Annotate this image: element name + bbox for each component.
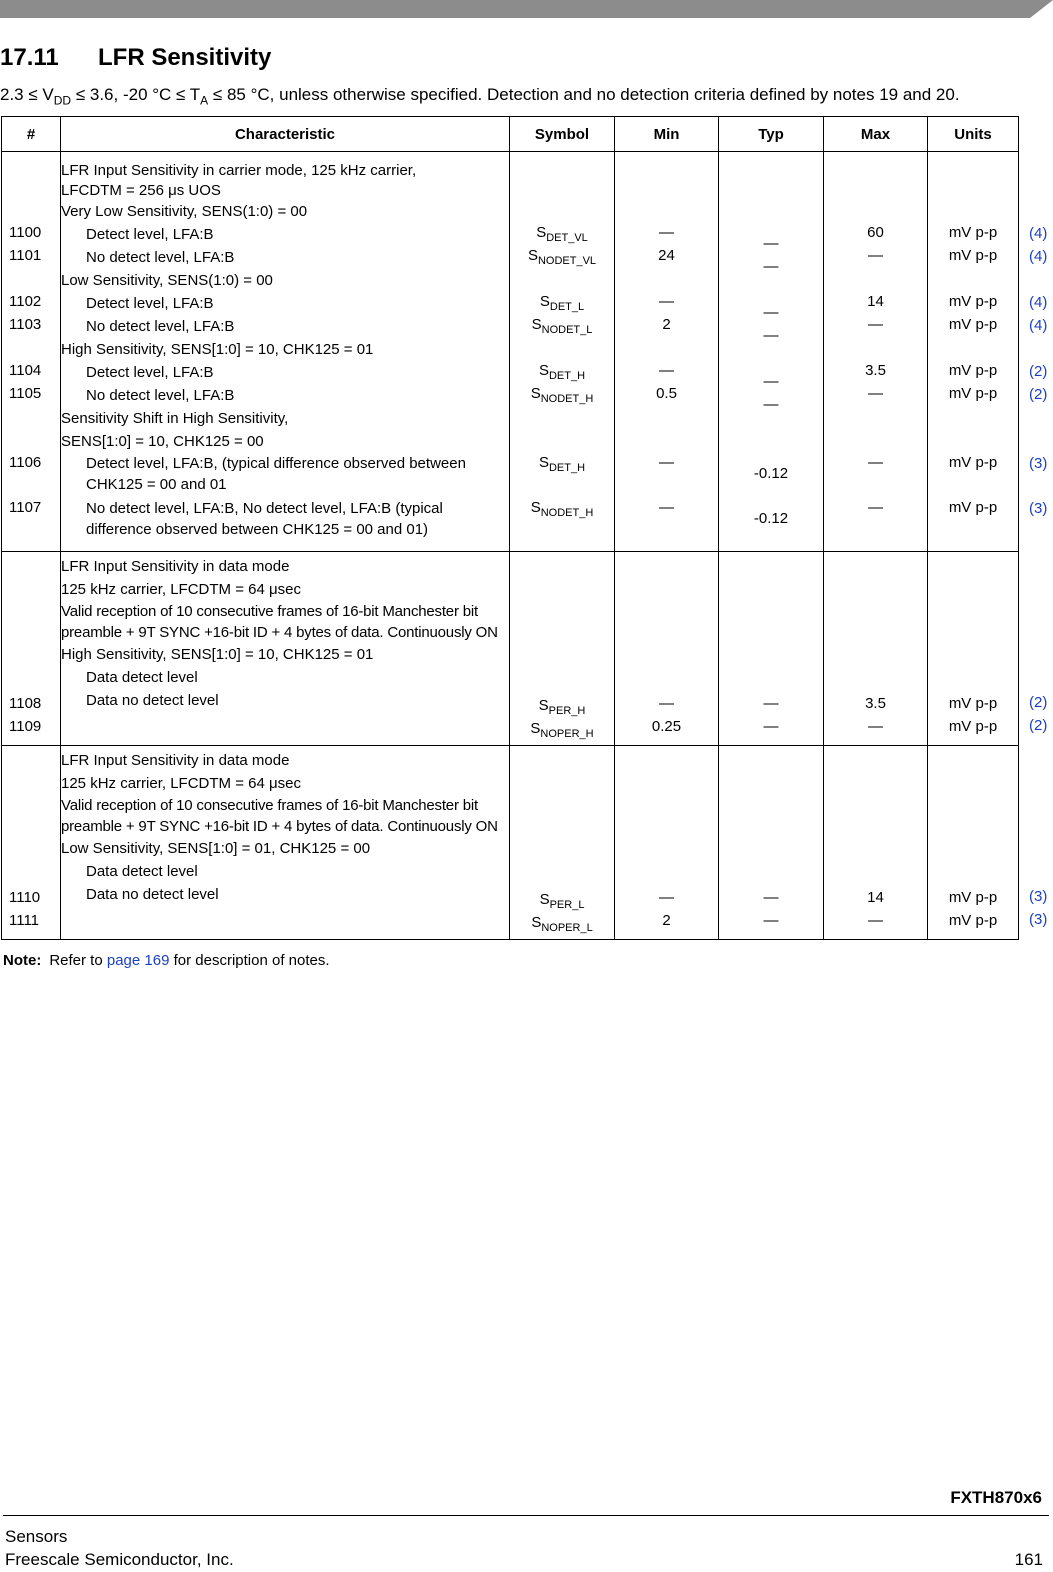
footer-category: Sensors [5,1527,68,1546]
typ-cell [719,152,824,552]
symbol: $S_{DET\_H}$ [538,454,586,474]
characteristic-line: LFCDTM = 256 μs UOS [61,182,221,199]
characteristic-line: Low Sensitivity, SENS[1:0] = 01, CHK125 = 00 [61,840,371,857]
footer-company: Freescale Semiconductor, Inc. [5,1550,234,1569]
max-cell [824,746,928,940]
units-value: mV p-p [948,889,998,906]
header-bar [0,0,1053,18]
characteristic-line: LFR Input Sensitivity in data mode [61,752,290,769]
characteristic-line: No detect level, LFA:B [86,387,235,404]
symbol-cell [510,152,615,552]
typ-value: — [763,912,779,929]
row-numbers [2,746,61,940]
note-label: Note: [3,952,42,969]
characteristic-line: Detect level, LFA:B [86,226,214,243]
units-value: mV p-p [948,247,998,264]
units-value: mV p-p [948,385,998,402]
page-number: 161 [1014,1550,1043,1569]
max-value: — [868,912,883,929]
typ-value: — [763,258,779,275]
min-value: 2 [662,912,671,929]
units-cell [928,746,1019,940]
note-ref-link[interactable]: (2) [1029,694,1048,711]
min-cell [615,152,719,552]
characteristic-line: LFR Input Sensitivity in carrier mode, 125 kHz carrier, [61,162,417,179]
characteristic-line: 125 kHz carrier, LFCDTM = 64 μsec [61,581,301,598]
characteristic-line: Detect level, LFA:B [86,364,214,381]
max-value: — [868,499,883,516]
characteristic-line: Valid reception of 10 consecutive frames of 16-bit Manchester bit preamble + 9T SYNC +16-bit ID + 4 bytes of data. Continuously ON [61,603,498,641]
sensitivity-table [1,116,1019,940]
row-number: 1101 [9,247,42,264]
characteristic-line: Sensitivity Shift in High Sensitivity, [61,410,289,427]
document-id: FXTH870x6 [950,1488,1042,1507]
table-row [2,552,1019,746]
row-numbers [2,152,61,552]
col-header-symbol: Symbol [510,117,615,152]
note-ref-link[interactable]: (4) [1029,225,1048,242]
section-title: LFR Sensitivity [98,44,272,71]
note-ref-link[interactable]: (3) [1029,888,1048,905]
max-value: 60 [867,224,884,241]
characteristic-line: No detect level, LFA:B [86,318,235,335]
characteristic-line: Data no detect level [86,692,219,709]
section-heading [0,44,271,72]
symbol: $S_{NOPER\_L}$ [531,914,593,934]
typ-value: — [763,235,779,252]
typ-value: -0.12 [753,465,789,482]
characteristic-line: Valid reception of 10 consecutive frames of 16-bit Manchester bit preamble + 9T SYNC +16-bit ID + 4 bytes of data. Continuously ON [61,797,498,835]
min-value: — [659,224,674,241]
note-ref-link[interactable]: (4) [1029,317,1048,334]
characteristic-line: Low Sensitivity, SENS(1:0) = 00 [61,272,273,289]
note-ref-link[interactable]: (3) [1029,455,1048,472]
col-header-min: Min [615,117,719,152]
symbol: $S_{DET\_VL}$ [536,224,588,244]
typ-cell [719,552,824,746]
symbol-cell [510,552,615,746]
row-numbers [2,552,61,746]
row-number: 1110 [9,889,41,906]
characteristic-line: SENS[1:0] = 10, CHK125 = 00 [61,433,264,450]
min-cell [615,552,719,746]
min-value: — [659,293,674,310]
typ-cell [719,746,824,940]
symbol: $S_{NODET\_H}$ [530,499,594,519]
characteristic-line: Data detect level [86,863,198,880]
units-cell [928,152,1019,552]
footer-divider [3,1515,1049,1516]
table-note [3,952,330,969]
characteristic-cell [61,552,510,746]
characteristic-cell [61,152,510,552]
max-value: — [868,454,883,471]
units-value: mV p-p [948,316,998,333]
characteristic-line: Detect level, LFA:B, (typical difference observed between CHK125 = 00 and 01 [86,455,466,493]
row-number: 1100 [9,224,42,241]
row-number: 1107 [9,499,42,516]
characteristic-line: LFR Input Sensitivity in data mode [61,558,290,575]
symbol: $S_{PER\_L}$ [539,891,585,911]
characteristic-line: No detect level, LFA:B [86,249,235,266]
symbol: $S_{DET\_H}$ [538,362,586,382]
symbol: $S_{NOPER\_H}$ [530,720,594,740]
note-ref-link[interactable]: (3) [1029,500,1048,517]
note-ref-link[interactable]: (4) [1029,294,1048,311]
col-header-typ: Typ [719,117,824,152]
row-number: 1109 [9,718,42,735]
max-value: 14 [867,889,884,906]
typ-value: — [763,695,779,712]
note-text: for description of notes. [169,952,330,969]
row-number: 1106 [9,454,42,471]
symbol: $S_{PER\_H}$ [538,697,586,717]
characteristic-line: Data detect level [86,669,198,686]
max-cell [824,552,928,746]
symbol: $S_{NODET\_L}$ [531,316,593,336]
row-number: 1108 [9,695,42,712]
row-number: 1102 [9,293,42,310]
row-number: 1111 [9,912,40,929]
symbol-cell [510,746,615,940]
note-text: Refer to [49,952,107,969]
characteristic-line: Data no detect level [86,886,219,903]
max-value: 14 [867,293,884,310]
typ-value: — [763,373,779,390]
max-value: — [868,316,883,333]
min-value: — [659,889,674,906]
min-value: — [659,454,674,471]
col-header-num: # [2,117,61,152]
min-value: 0.25 [651,718,682,735]
min-value: — [659,695,674,712]
conditions-text: $2.3 \le V_{DD} \le 3.6$, -20 $^\circ C \le T_A \le 85$ °C, unless otherwise specified. Detection and no detection criteria defined by notes 19 and 20. [0,85,960,108]
page-link[interactable]: page 169 [106,952,170,969]
table-row [2,746,1019,940]
min-value: 0.5 [656,385,677,402]
max-value: — [868,385,883,402]
min-value: — [659,362,674,379]
units-value: mV p-p [948,718,998,735]
characteristic-cell [61,746,510,940]
typ-value: — [763,304,779,321]
characteristic-line: No detect level, LFA:B, No detect level, LFA:B (typical difference observed between CHK125 = 00 and 01) [86,500,443,538]
row-number: 1103 [9,316,42,333]
section-number: 17.11 [0,44,59,71]
units-value: mV p-p [948,362,998,379]
row-number: 1105 [9,385,42,402]
min-value: 2 [662,316,671,333]
table-header-row [2,117,1019,152]
characteristic-line: 125 kHz carrier, LFCDTM = 64 μsec [61,775,301,792]
note-refs-group2 [1029,691,1047,737]
typ-value: — [763,396,779,413]
col-header-characteristic: Characteristic [61,117,510,152]
characteristic-line: Detect level, LFA:B [86,295,214,312]
col-header-max: Max [824,117,928,152]
typ-value: — [763,327,779,344]
row-number: 1104 [9,362,42,379]
note-refs-group3 [1029,885,1047,931]
max-value: — [868,247,883,264]
units-value: mV p-p [948,454,998,471]
note-ref-link[interactable]: (4) [1029,248,1048,265]
symbol: $S_{NODET\_H}$ [530,385,594,405]
characteristic-line: High Sensitivity, SENS[1:0] = 10, CHK125 = 01 [61,341,374,358]
units-value: mV p-p [948,293,998,310]
units-value: mV p-p [948,224,998,241]
typ-value: -0.12 [753,510,789,527]
min-value: — [659,499,674,516]
units-value: mV p-p [948,695,998,712]
note-refs-group1 [1029,222,1047,520]
typ-value: — [763,889,779,906]
units-value: mV p-p [948,912,998,929]
max-value: 3.5 [865,362,886,379]
symbol: $S_{NODET\_VL}$ [527,247,597,267]
col-header-units: Units [928,117,1019,152]
min-cell [615,746,719,940]
units-cell [928,552,1019,746]
characteristic-line: High Sensitivity, SENS[1:0] = 10, CHK125 = 01 [61,646,374,663]
min-value: 24 [658,247,675,264]
units-value: mV p-p [948,499,998,516]
typ-value: — [763,718,779,735]
table-row [2,152,1019,552]
note-ref-link[interactable]: (3) [1029,911,1048,928]
max-cell [824,152,928,552]
symbol: $S_{DET\_L}$ [539,293,585,313]
max-value: 3.5 [865,695,886,712]
max-value: — [868,718,883,735]
note-ref-link[interactable]: (2) [1029,363,1048,380]
characteristic-line: Very Low Sensitivity, SENS(1:0) = 00 [61,203,308,220]
note-ref-link[interactable]: (2) [1029,717,1048,734]
note-ref-link[interactable]: (2) [1029,386,1048,403]
